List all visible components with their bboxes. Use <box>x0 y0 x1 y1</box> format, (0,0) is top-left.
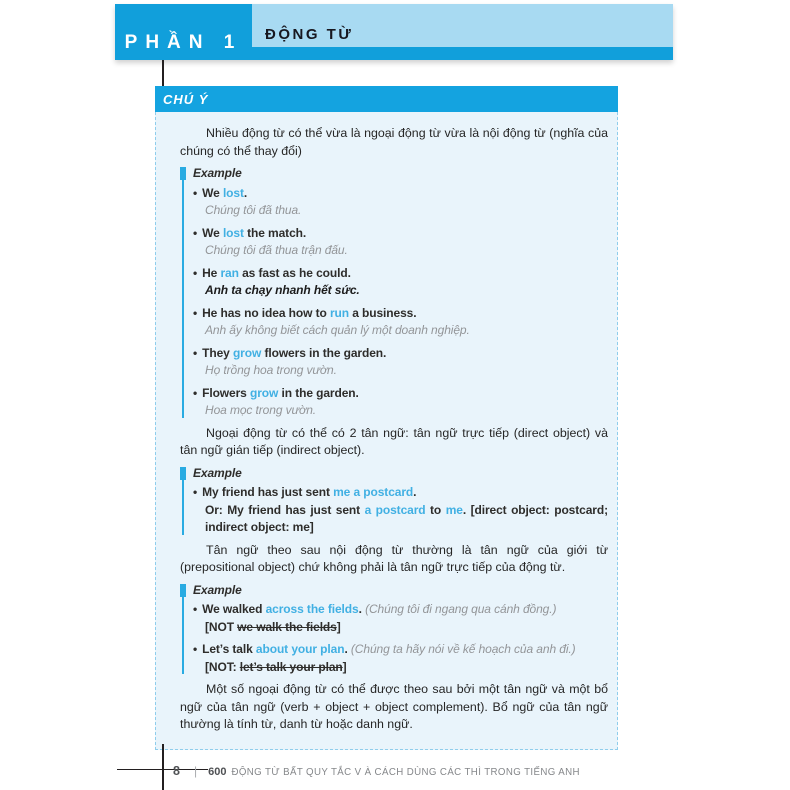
text-segment: Nhiều động từ có thể vừa là ngoại động từ vừa là nội động từ (nghĩa của chúng có thể thay đổi) <box>180 126 608 158</box>
example-subline <box>193 362 608 380</box>
text-segment: ] <box>336 619 341 634</box>
highlight-verb: run <box>329 305 349 320</box>
example-subline <box>193 322 608 340</box>
example-sentence <box>193 385 608 403</box>
section-title-band <box>252 4 673 47</box>
highlight-verb: me a postcard <box>333 485 414 499</box>
example-item <box>193 641 608 676</box>
book-title-number: 600 <box>208 765 227 778</box>
example-item <box>193 185 608 220</box>
example-subline <box>193 202 608 220</box>
text-segment: . <box>413 485 417 499</box>
note-paragraph <box>180 425 608 460</box>
text-segment: Chúng tôi đã thua trận đấu. <box>205 243 348 257</box>
text-segment: We walked <box>202 602 266 616</box>
text-segment: Một số ngoại động từ có thể được theo sau bởi một tân ngữ và một bổ ngữ của tân ngữ (verb + object + object complement). Bổ ngữ của tân ngữ thường là tính từ, danh từ hoặc danh ngữ. <box>180 682 608 731</box>
example-item <box>193 265 608 300</box>
text-segment: [NOT <box>205 619 238 634</box>
note-box <box>155 86 618 750</box>
text-segment: My friend has just sent <box>202 485 334 499</box>
text-segment: the match. <box>243 225 307 240</box>
example-group <box>180 465 608 537</box>
example-label: Example <box>193 465 608 483</box>
bullet-icon: • <box>193 642 198 656</box>
text-segment: ] <box>342 659 347 674</box>
page-footer <box>115 756 790 790</box>
footer-separator: | <box>193 763 198 778</box>
example-item <box>193 305 608 340</box>
text-segment: Họ trồng hoa trong vườn. <box>205 363 337 377</box>
example-item <box>193 484 608 537</box>
section-title: ĐỘNG TỪ <box>265 26 354 43</box>
example-bar-icon <box>180 584 186 597</box>
text-segment: Or: My friend has just sent <box>205 502 365 517</box>
text-segment: . <box>344 642 351 656</box>
text-segment: We <box>202 225 223 240</box>
example-subline <box>193 282 608 300</box>
highlight-verb: grow <box>250 385 279 400</box>
note-label: CHÚ Ý <box>163 91 209 107</box>
example-sentence <box>193 345 608 363</box>
running-footer <box>173 764 580 778</box>
bullet-icon: • <box>193 225 198 240</box>
example-subline <box>193 619 608 637</box>
example-sentence <box>193 265 608 283</box>
text-segment: (Chúng tôi đi ngang qua cánh đồng.) <box>365 602 557 616</box>
margin-rule-top <box>162 60 164 87</box>
bullet-icon: • <box>193 305 198 320</box>
text-segment: a business. <box>348 305 417 320</box>
text-segment: He <box>202 265 221 280</box>
example-item <box>193 345 608 380</box>
text-segment: They <box>202 345 233 360</box>
text-segment: . <box>358 602 366 616</box>
example-group <box>180 582 608 677</box>
bullet-icon: • <box>193 485 198 499</box>
highlight-verb: me <box>445 502 463 517</box>
part-number-box <box>115 4 252 60</box>
text-segment: Flowers <box>202 385 250 400</box>
highlight-verb: about your plan <box>255 642 345 656</box>
example-group <box>180 165 608 420</box>
example-subline <box>193 502 608 537</box>
text-segment: Chúng tôi đã thua. <box>205 203 302 217</box>
example-label: Example <box>193 165 608 183</box>
note-body <box>155 112 618 750</box>
part-label: PHẦN 1 <box>124 32 243 53</box>
highlight-verb: lost <box>222 225 244 240</box>
margin-rule-bottom <box>162 744 164 790</box>
bullet-icon: • <box>193 185 198 200</box>
example-bar-icon <box>180 167 186 180</box>
text-segment: . [direct object: postcard; indirect object: me] <box>205 502 608 534</box>
text-segment: (Chúng ta hãy nói về kế hoạch của anh đi.) <box>350 642 576 656</box>
text-segment: to <box>425 502 446 517</box>
bullet-icon: • <box>193 385 198 400</box>
highlight-verb: across the fields <box>265 602 359 616</box>
header-accent-strip <box>252 47 673 60</box>
note-paragraph <box>180 542 608 577</box>
example-item <box>193 385 608 420</box>
example-sentence <box>193 601 608 619</box>
example-label: Example <box>193 582 608 600</box>
note-header <box>155 86 618 112</box>
text-segment: Anh ấy không biết cách quản lý một doanh nghiệp. <box>205 323 470 337</box>
text-segment: Tân ngữ theo sau nội động từ thường là tân ngữ của giới từ (prepositional object) chứ không phải là tân ngữ trực tiếp của động từ. <box>180 542 608 574</box>
example-item <box>193 225 608 260</box>
book-title: ĐỘNG TỪ BẤT QUY TẮC V À CÁCH DÙNG CÁC THÌ TRONG TIẾNG ANH <box>231 766 580 778</box>
text-segment: flowers in the garden. <box>261 345 387 360</box>
text-segment: We <box>202 185 223 200</box>
text-segment: Hoa mọc trong vườn. <box>205 403 317 417</box>
text-segment: He has no idea how to <box>202 305 330 320</box>
note-paragraph <box>180 125 608 160</box>
text-segment: we walk the fields <box>237 619 337 634</box>
text-segment: Let’s talk <box>202 642 256 656</box>
text-segment: . <box>243 185 248 200</box>
text-segment: [NOT: <box>205 659 240 674</box>
chapter-header <box>115 4 673 60</box>
example-sentence <box>193 185 608 203</box>
bullet-icon: • <box>193 602 198 616</box>
example-sentence <box>193 641 608 659</box>
text-segment: let’s talk your plan <box>239 659 343 674</box>
example-sentence <box>193 484 608 502</box>
example-subline <box>193 242 608 260</box>
example-item <box>193 601 608 636</box>
text-segment: as fast as he could. <box>238 265 351 280</box>
example-sentence <box>193 225 608 243</box>
example-bar-icon <box>180 467 186 480</box>
text-segment: in the garden. <box>278 385 359 400</box>
example-subline <box>193 402 608 420</box>
highlight-verb: grow <box>232 345 262 360</box>
page-number: 8 <box>173 763 180 778</box>
highlight-verb: ran <box>220 265 239 280</box>
note-paragraph <box>180 681 608 734</box>
text-segment: Anh ta chạy nhanh hết sức. <box>205 283 360 297</box>
bullet-icon: • <box>193 345 198 360</box>
example-sentence <box>193 305 608 323</box>
bullet-icon: • <box>193 265 198 280</box>
text-segment: Ngoại động từ có thể có 2 tân ngữ: tân ngữ trực tiếp (direct object) và tân ngữ gián tiếp (indirect object). <box>180 425 608 457</box>
highlight-verb: lost <box>222 185 244 200</box>
highlight-verb: a postcard <box>364 502 426 517</box>
example-subline <box>193 659 608 677</box>
